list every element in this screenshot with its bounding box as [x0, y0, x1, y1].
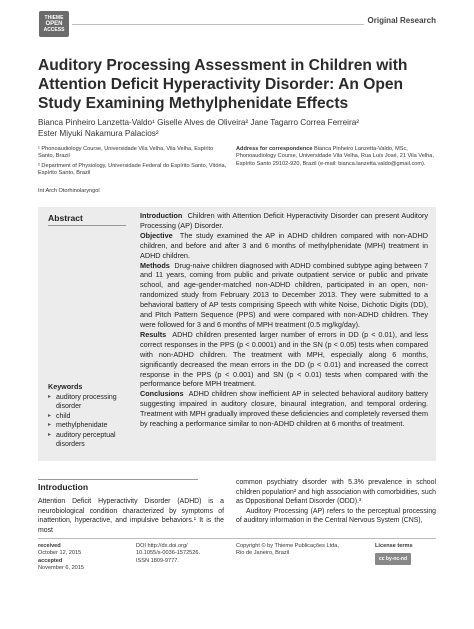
body-column-left [38, 497, 224, 535]
body-paragraph: Auditory Processing (AP) refers to the perceptual processing of auditory information in the Central Nervous System (CNS), [236, 507, 436, 525]
copyright-block [236, 543, 339, 558]
doi-value: 10.1055/s-0036-1572526. [136, 550, 201, 557]
abstract-conclusions-label: Conclusions [140, 389, 184, 399]
doi-block [136, 543, 200, 565]
abstract-methods [140, 261, 428, 330]
accepted-label: accepted [38, 557, 63, 564]
affiliations [38, 146, 228, 180]
received-date: October 12, 2015 [38, 550, 82, 557]
correspondence-block [236, 146, 436, 168]
abstract-body [140, 211, 428, 429]
logo-text-open: OPEN [45, 21, 63, 27]
keywords-list [48, 393, 136, 449]
abstract-heading: Abstract [48, 213, 83, 223]
footer-rule [38, 538, 436, 539]
thieme-open-access-logo [39, 11, 69, 37]
abstract-objective-text: The study examined the AP in ADHD children compared with non-ADHD children, and before and after 3 and 6 months of methylphenidate (MPH) treatment in ADHD children. [140, 230, 429, 260]
received-label: received [38, 543, 61, 549]
affiliation-2: ² Department of Physiology, Universidade Federal do Espírito Santo, Vitória, Espírito Santo, Brazil [38, 162, 227, 177]
journal-name: Int Arch Otorhinolaryngol [38, 188, 100, 194]
body-paragraph: Attention Deficit Hyperactivity Disorder (ADHD) is a neurobiological condition characterized by symptoms of inattention, hyperactive, and impulsive behaviors.¹ It is the most [38, 498, 224, 534]
accepted-date: November 6, 2015 [38, 565, 85, 572]
affiliation-1: ¹ Phonoaudiology Course, Universidade Vila Velha, Vila Velha, Espírito Santo, Brazil [38, 146, 214, 160]
abstract-introduction [140, 211, 428, 231]
abstract-conclusions-text: ADHD children show inefficient AP in selected behavioral auditory battery suggesting impaired in auditory closure, binaural integration, and temporal ordering. Treatment with MPH gradually improved these deficiencies and completely reversed them by reaching a performance similar to non-ADHD children at 6 months of treatment. [140, 389, 428, 429]
abstract-objective [140, 231, 428, 261]
abstract-divider [48, 225, 126, 226]
abstract-methods-label: Methods [140, 260, 170, 270]
body-column-right [236, 478, 436, 526]
keyword-item: ▸ auditory processing disorder [48, 393, 136, 412]
copyright-line-2: Rio de Janeiro, Brazil [236, 550, 290, 557]
author-list [38, 117, 438, 139]
body-paragraph: common psychiatry disorder with 5.3% prevalence in school children population² and high association with comorbidities, such as Oppositional Defiant Disorder (ODD).³ [236, 479, 436, 506]
keyword-item: ▸ child [48, 412, 136, 421]
issn: ISSN 1809-9777. [136, 557, 179, 564]
introduction-rule [38, 479, 198, 480]
authors-line-2: Ester Miyuki Nakamura Palacios² [38, 129, 159, 138]
copyright-line-1: Copyright © by Thieme Publicações Ltda, [236, 543, 339, 549]
abstract-results-text: ADHD children presented larger number of errors in DD (p < 0.01), and less correct responses in the PPS (p < 0.0001) and in the SN (p < 0.05) tests when compared with non-ADHD children. The treatment with MPH, especially along 6 months, significantly decreased the mean errors in the DD (p < 0.01) and increased the correct response in the PPS (p < 0.001) and SN (p < 0.01) tests when compared with the performance before MPH treatment. [140, 329, 428, 389]
keyword-item: ▸ methylphenidate [48, 421, 136, 430]
dates-block [38, 543, 84, 573]
logo-text-access: ACCESS [43, 27, 65, 33]
abstract-methods-text: Drug-naive children diagnosed with ADHD combined subtype aging between 7 and 11 years, coming from public and private outpatient service or public and private school, and age-gender-matched non-ADHD children, participated in an open, non-randomized study from February 2013 to December 2013. They were submitted to a behavioral battery of AP tests comprising Speech with white Noise, Dichotic Digits (DD), and Pitch Pattern Sequence (PPS) and were compared with non-ADHD children. They were followed for 3 and 6 months of MPH treatment (0.5 mg/kg/day). [140, 260, 428, 329]
doi-link[interactable]: DOI http://dx.doi.org/ [136, 543, 188, 549]
section-label: Original Research [364, 16, 436, 25]
cc-license-icon[interactable]: cc by-nc-nd [375, 553, 411, 565]
authors-line-1: Bianca Pinheiro Lanzetta-Valdo¹ Giselle Alves de Oliveira² Jane Tagarro Correa Ferreira² [38, 118, 359, 127]
keyword-item: ▸ auditory perceptual disorders [48, 431, 136, 450]
article-title: Auditory Processing Assessment in Children with Attention Deficit Hyperactivity Disorder: An Open Study Examining Methylphenidate Effects [38, 57, 408, 112]
abstract-objective-label: Objective [140, 230, 173, 240]
abstract-intro-label: Introduction [140, 211, 183, 220]
correspondence-label: Address for correspondence [236, 146, 313, 152]
correspondence-text: Bianca Pinheiro Lanzetta-Valdo, MSc, Phonoaudiology Course, Universidade Vila Velha, Rua Luís José, 21 Vila Velha, Espírito Santo 29102-920, Brazil (e-mail: bianca.lanzetta.valdo@gmail.com). [236, 146, 434, 167]
keywords-heading: Keywords [48, 382, 83, 391]
abstract-conclusions [140, 389, 428, 429]
abstract-results [140, 330, 428, 389]
introduction-heading: Introduction [38, 482, 89, 492]
abstract-intro-text: Children with Attention Deficit Hyperactivity Disorder can present Auditory Processing (AP) Disorder. [140, 211, 429, 230]
abstract-results-label: Results [140, 329, 167, 339]
license-label: License terms [375, 543, 413, 549]
logo-text-thieme: THIEME [44, 15, 64, 21]
